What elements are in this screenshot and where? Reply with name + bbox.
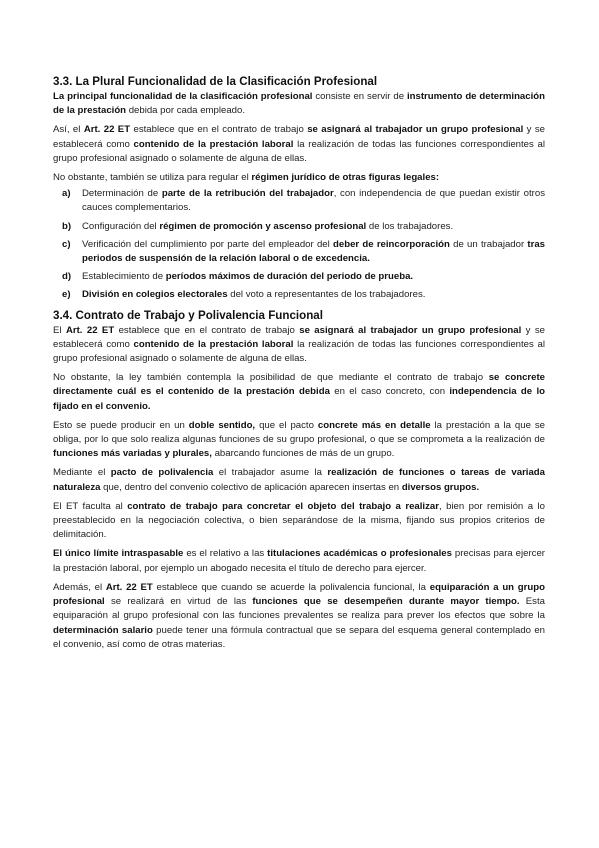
bold-run: determinación salario [53,624,153,636]
document-body [53,74,545,657]
s34-paragraph-3: Esto se puede producir en un doble sentido, que el pacto concrete más en detalle la prestación a la que se obliga, por lo que solo realiza algunas funciones de su grupo profesional, o que se comprometa a la realización de funciones más variadas y plurales, abarcando funciones de más de un grupo. [53,419,546,460]
bold-run: División en colegios electorales [82,289,228,301]
list-item [53,187,545,215]
bold-run: pacto de polivalencia [110,467,214,479]
bold-run: independencia de lo fijado en el convenio. [53,386,545,412]
list-item [53,288,545,302]
bold-run: titulaciones académicas o profesionales [267,548,452,560]
bold-run: concrete más en detalle [317,419,431,431]
bold-run: doble sentido, [188,419,256,431]
bold-run: se concrete directamente cuál es el contenido de la prestación debida [53,372,545,398]
bold-run: diversos grupos. [401,481,480,493]
list-item-text: División en colegios electorales del voto a representantes de los trabajadores. [82,289,426,301]
bold-run: períodos máximos de duración del periodo de prueba. [165,271,414,283]
bold-run: Art. 22 ET [105,581,153,593]
s34-paragraph-6: El único límite intraspasable es el relativo a las titulaciones académicas o profesionales precisas para ejercer la prestación laboral, por ejemplo un abogado necesita el título de derecho para ejercer. [53,548,545,574]
bold-run: deber de reincorporación [333,238,450,250]
bold-run: régimen de promoción y ascenso profesional [159,220,367,232]
list-marker: c) [62,238,71,250]
bold-run: contenido de la prestación laboral [133,338,294,350]
s34-paragraph-1: El Art. 22 ET establece que en el contrato de trabajo se asignará al trabajador un grupo profesional y se establecerá como contenido de la prestación laboral la realización de todas las funciones correspondientes al grupo profesional asignado o solamente de alguna de ellas. [53,324,545,365]
bold-run: El único límite intraspasable [53,548,184,560]
bold-run: funciones que se desempeñen durante mayor tiempo. [252,596,520,608]
bold-run: realización de funciones o tareas de variada naturaleza [53,467,545,493]
section-3-4-heading: 3.4. Contrato de Trabajo y Polivalencia Funcional [53,308,323,322]
list-item [53,270,545,284]
bold-run: contrato de trabajo para concretar el objeto del trabajo a realizar [127,500,439,512]
s33-paragraph-2: Así, el Art. 22 ET establece que en el contrato de trabajo se asignará al trabajador un grupo profesional y se establecerá como contenido de la prestación laboral la realización de todas las funciones correspondientes al grupo profesional asignado o solamente de alguna de ellas. [53,124,545,164]
s33-paragraph-1: La principal funcionalidad de la clasificación profesional consiste en servir de instrumento de determinación de la prestación debida por cada empleado. [53,91,545,117]
section-3-3-heading: 3.3. La Plural Funcionalidad de la Clasificación Profesional [53,75,378,88]
s34-paragraph-4: Mediante el pacto de polivalencia el trabajador asume la realización de funciones o tareas de variada naturaleza que, dentro del convenio colectivo de aplicación aparecen insertas en diversos grupos. [53,467,545,493]
list-marker: d) [62,271,72,283]
bold-run: parte de la retribución del trabajador [161,188,334,200]
legal-figures-list [53,187,545,302]
bold-run: equiparación a un grupo profesional [53,581,545,608]
list-item-text: Verificación del cumplimiento por parte del empleador del deber de reincorporación de un trabajador tras periodos de suspensión de la relación laboral o de excedencia. [82,238,546,265]
s34-paragraph-5: El ET faculta al contrato de trabajo para concretar el objeto del trabajo a realizar, bien por remisión a lo preestablecido en la negociación colectiva, o bien separándose de la misma, fijando sus propios criterios de delimitación. [53,500,545,541]
list-marker: a) [62,188,71,200]
s34-paragraph-7: Además, el Art. 22 ET establece que cuando se acuerde la polivalencia funcional, la equiparación a un grupo profesional se realizará en virtud de las funciones que se desempeñen durante mayor tiempo. Esta equiparación al grupo profesional con las funciones prevalentes se realiza para prever los efectos que sobre la determinación salario puede tener una fórmula contractual que se separa del esquema general contemplado en el convenio, así como de otras materias. [53,581,545,650]
bold-run: Art. 22 ET [65,324,115,336]
s33-paragraph-3: No obstante, también se utiliza para regular el régimen jurídico de otras figuras legales: [53,172,440,184]
bold-run: instrumento de determinación de la prestación [53,91,545,117]
bold-run: La principal funcionalidad de la clasificación profesional [53,91,313,102]
bold-run: tras periodos de suspensión de la relación laboral o de excedencia. [82,238,546,265]
bold-run: contenido de la prestación laboral [133,138,294,150]
bold-run: Art. 22 ET [83,124,131,136]
bold-run: régimen jurídico de otras figuras legales: [251,172,440,184]
list-item-text: Determinación de parte de la retribución del trabajador, con independencia de que puedan existir otros cauces complementarios. [82,188,545,214]
bold-run: se asignará al trabajador un grupo profesional [307,124,524,136]
bold-run: funciones más variadas y plurales, [53,448,212,460]
list-marker: b) [62,220,72,232]
list-item-text: Configuración del régimen de promoción y ascenso profesional de los trabajadores. [82,220,454,232]
list-item [53,238,545,266]
s34-paragraph-2: No obstante, la ley también contempla la posibilidad de que mediante el contrato de trabajo se concrete directamente cuál es el contenido de la prestación debida en el caso concreto, con independencia de lo fijado en el convenio. [53,372,545,412]
list-item-text: Establecimiento de períodos máximos de duración del periodo de prueba. [82,271,414,283]
bold-run: se asignará al trabajador un grupo profesional [299,324,522,336]
list-marker: e) [62,289,71,301]
list-item [53,220,545,234]
